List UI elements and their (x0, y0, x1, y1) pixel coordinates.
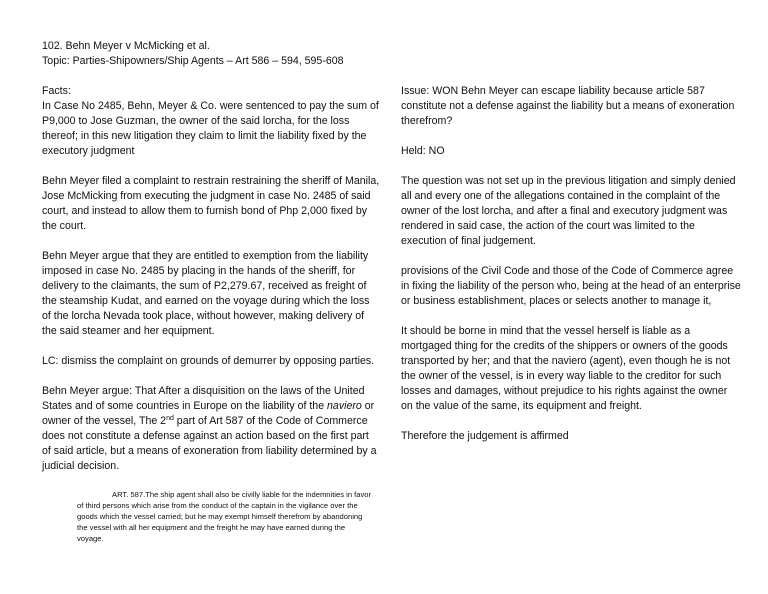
argument-paragraph (42, 384, 380, 474)
case-title: 102. Behn Meyer v McMicking et al. (42, 40, 210, 52)
article-587-text: ART. 587.The ship agent shall also be civilly liable for the indemnities in favor of third persons which arise from the conduct of the captain in the vigilance over the goods which the vessel carried; but he may exempt himself therefrom by abandoning the vessel with all her equipment and the freight he may have earned during the voyage. (77, 490, 372, 543)
ruling-paragraph-1: The question was not set up in the previous litigation and simply denied all and every one of the allegations contained in the complaint of the owner of the lost lorcha, and after a final and executory judgment was rendered in said case, the action of the court was limited to the execution of final judgement. (401, 175, 736, 247)
case-topic: Topic: Parties-Shipowners/Ship Agents – Art 586 – 594, 595-608 (42, 55, 344, 67)
argument-text-c: part of Art 587 of the Code of Commerce does not constitute a defense against an action based on the first part of said article, but a means of exoneration from liability determined by a judicial decision. (42, 415, 377, 472)
left-column (42, 84, 380, 544)
lower-court-ruling: LC: dismiss the complaint on grounds of demurrer by opposing parties. (42, 355, 375, 367)
facts-paragraph-3: Behn Meyer argue that they are entitled to exemption from the liability imposed in case No. 2485 by placing in the hands of the sheriff, for delivery to the claimants, the sum of P2,279.67, received as freight of the steamship Kudat, and earned on the voyage during which the loss of the lorcha Nevada took place, without however, making delivery of the said steamer and her equipment. (42, 250, 370, 337)
argument-text-a: Behn Meyer argue: That After a disquisition on the laws of the United States and of some countries in Europe on the liability of the (42, 385, 365, 412)
argument-text-b: or owner of the vessel, The 2 (42, 400, 375, 427)
right-column (401, 84, 741, 444)
ruling-paragraph-3: It should be borne in mind that the vessel herself is liable as a mortgaged thing for the credits of the shippers or owners of the goods transported by her; and that the naviero (agent), even though he is not the owner of the vessel, is in every way liable to the creditor for such losses and damages, without prejudice to his rights against the owner on the value of the same, its equipment and freight. (401, 325, 731, 412)
facts-paragraph-1: In Case No 2485, Behn, Meyer & Co. were sentenced to pay the sum of P9,000 to Jose Guzman, the owner of the said lorcha, for the loss thereof; in this new litigation they claim to limit the liability fixed by the executory judgment (42, 100, 379, 157)
article-587-quote (77, 489, 373, 544)
conclusion-line: Therefore the judgement is affirmed (401, 430, 569, 442)
issue-paragraph: Issue: WON Behn Meyer can escape liability because article 587 constitute not a defense against the liability but a means of exoneration therefrom? (401, 85, 735, 127)
argument-naviero: naviero (327, 400, 362, 412)
held-line: Held: NO (401, 145, 445, 157)
facts-paragraph-2: Behn Meyer filed a complaint to restrain restraining the sheriff of Manila, Jose McMicking from executing the judgment in case No. 2485 of said court, and instead to allow them to furnish bond of Php 2,000 fixed by the court. (42, 175, 380, 232)
argument-superscript: nd (166, 415, 174, 422)
facts-label: Facts: (42, 85, 71, 97)
document-header (42, 39, 742, 69)
ruling-paragraph-2: provisions of the Civil Code and those of the Code of Commerce agree in fixing the liability of the person who, being at the head of an enterprise or business establishment, places or selects another to manage it, (401, 265, 741, 307)
